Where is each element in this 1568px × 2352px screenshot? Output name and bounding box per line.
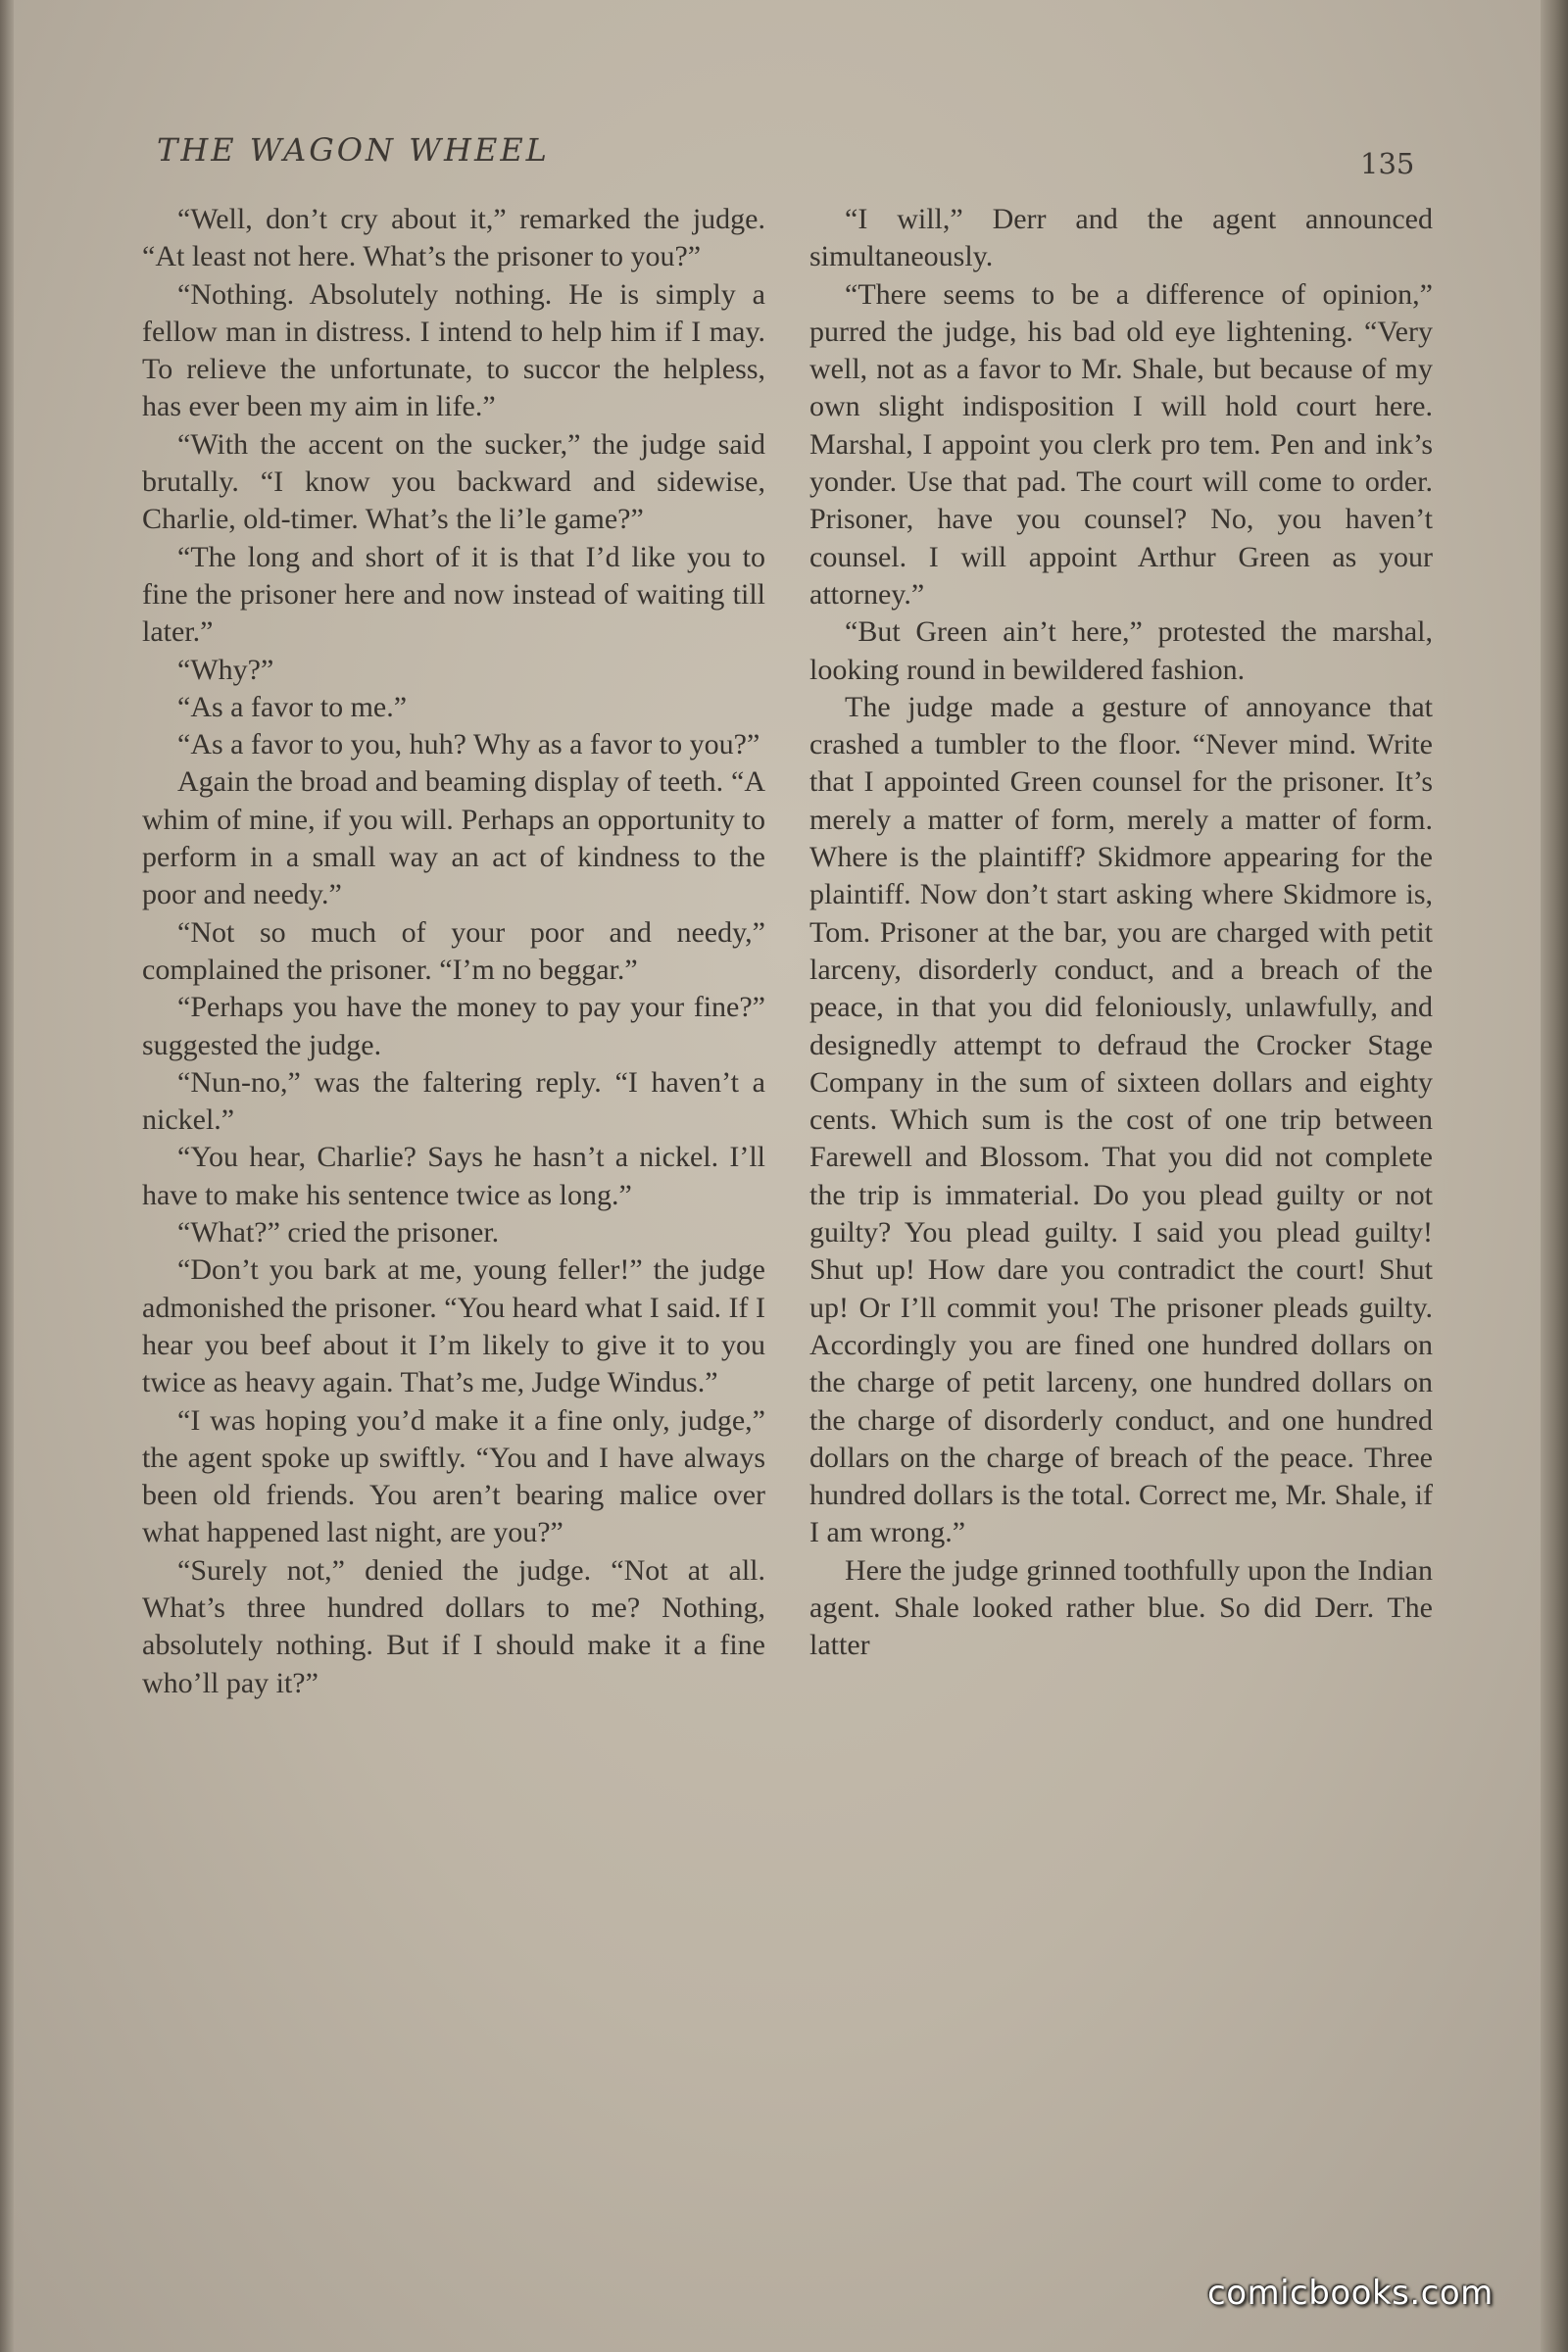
paragraph: The judge made a gesture of annoyance that crashed a tumbler to the floor. “Never mind. Write that I appointed Green counsel for the prisoner. It’s merely a matter of form, merely a matter of form. Where is the plaintiff? Skidmore appearing for the plaintiff. Now don’t start asking where Skidmore is, Tom. Prisoner at the bar, you are charged with petit larceny, disorderly conduct, and a breach of the peace, in that you did feloniously, unlawfully, and designedly attempt to defraud the Crocker Stage Company in the sum of sixteen dollars and eighty cents. Which sum is the cost of one trip between Farewell and Blossom. That you did not complete the trip is immaterial. Do you plead guilty or not guilty? You plead guilty. I said you plead guilty! Shut up! How dare you contradict the court! Shut up! Or I’ll commit you! The prisoner pleads guilty. Accordingly you are fined one hundred dollars on the charge of petit larceny, one hundred dollars on the charge of disorderly conduct, and one hundred dollars on the charge of breach of the peace. Three hundred dollars is the total. Correct me, Mr. Shale, if I am wrong.”	[809, 690, 1433, 1549]
paragraph: “Perhaps you have the money to pay your fine?” suggested the judge.	[142, 991, 765, 1061]
site-watermark: comicbooks.com	[1207, 2274, 1494, 2313]
paragraph: Here the judge grinned toothfully upon the Indian agent. Shale looked rather blue. So did Derr. The latter	[809, 1553, 1433, 1662]
paragraph: “What?” cried the prisoner.	[177, 1216, 500, 1250]
paragraph: “Well, don’t cry about it,” remarked the judge. “At least not here. What’s the prisoner to you?”	[142, 203, 765, 273]
paragraph: “There seems to be a difference of opinion,” purred the judge, his bad old eye lightening. “Very well, not as a favor to Mr. Shale, but because of my own slight indisposition I will hold court here. Marshal, I appoint you clerk pro tem. Pen and ink’s yonder. Use that pad. The court will come to order. Prisoner, have you counsel? No, you haven’t counsel. I will appoint Arthur Green as your attorney.”	[809, 277, 1433, 611]
paragraph: “Don’t you bark at me, young feller!” the judge admonished the prisoner. “You heard what I said. If I hear you beef about it I’m likely to give it to you twice as heavy again. That’s me, Judge Windus.”	[142, 1253, 765, 1399]
paragraph: “Nothing. Absolutely nothing. He is simply a fellow man in distress. I intend to help him if I may. To relieve the unfortunate, to succor the helpless, has ever been my aim in life.”	[142, 277, 765, 423]
paragraph: “I was hoping you’d make it a fine only, judge,” the agent spoke up swiftly. “You and I have always been old friends. You aren’t bearing malice over what happened last night, are you?”	[142, 1403, 765, 1549]
page-edge-left	[0, 0, 14, 2352]
page-number: 135	[1360, 147, 1415, 180]
paragraph: “But Green ain’t here,” protested the marshal, looking round in bewildered fashion.	[809, 615, 1433, 686]
left-column	[142, 201, 765, 1702]
paragraph: Again the broad and beaming display of teeth. “A whim of mine, if you will. Perhaps an opportunity to perform in a small way an act of kindness to the poor and needy.”	[142, 765, 765, 911]
right-column	[809, 201, 1433, 1665]
paragraph: “As a favor to you, huh? Why as a favor to you?”	[177, 728, 760, 761]
paragraph: “Not so much of your poor and needy,” complained the prisoner. “I’m no beggar.”	[142, 915, 765, 986]
paragraph: “As a favor to me.”	[177, 690, 408, 723]
running-title: THE WAGON WHEEL	[157, 131, 550, 169]
paragraph: “Surely not,” denied the judge. “Not at all. What’s three hundred dollars to me? Nothing, absolutely nothing. But if I should make it a fine who’ll pay it?”	[142, 1553, 765, 1699]
paragraph: “Nun-no,” was the faltering reply. “I haven’t a nickel.”	[142, 1065, 765, 1137]
paragraph: “With the accent on the sucker,” the judge said brutally. “I know you backward and sidewise, Charlie, old-timer. What’s the li’le game?”	[142, 427, 765, 536]
paragraph: “The long and short of it is that I’d like you to fine the prisoner here and now instead of waiting till later.”	[142, 540, 765, 649]
paragraph: “Why?”	[177, 653, 274, 686]
paragraph: “I will,” Derr and the agent announced simultaneously.	[809, 203, 1433, 273]
paragraph: “You hear, Charlie? Says he hasn’t a nickel. I’ll have to make his sentence twice as long.”	[142, 1141, 765, 1211]
page-edge-right	[1541, 0, 1568, 2352]
